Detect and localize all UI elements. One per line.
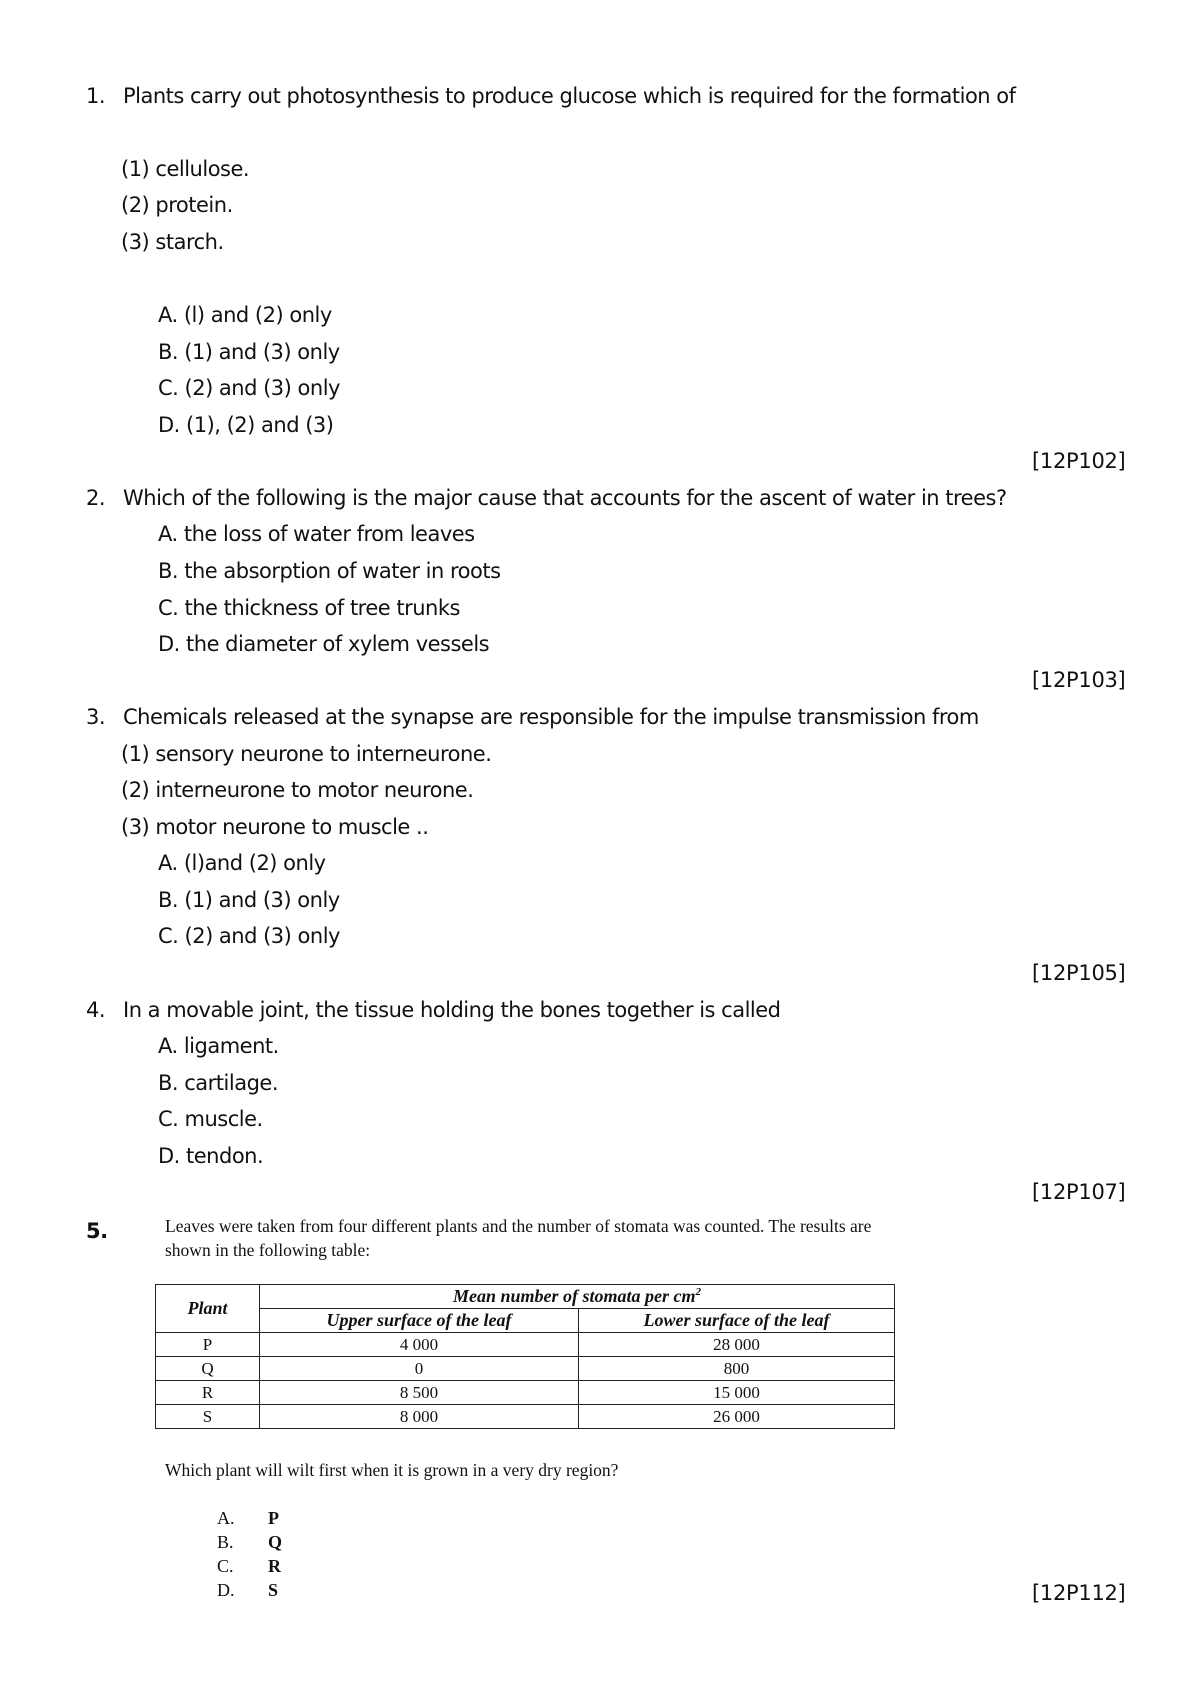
q3-option-c: C. (2) and (3) only [158,924,340,948]
q3-statement-2: (2) interneurone to motor neurone. [121,778,474,802]
table-row [156,1381,895,1405]
q2-number: 2. [86,486,106,510]
q2-option-a: A. the loss of water from leaves [158,522,475,546]
table-header-group [260,1285,895,1309]
q4-option-d: D. tendon. [158,1144,264,1168]
q2-code: [12P103] [1032,668,1126,692]
cell-lower: 15 000 [579,1381,895,1405]
cell-upper: 8 000 [260,1405,579,1429]
table-row [156,1405,895,1429]
q5-option-a-value: P [268,1508,279,1528]
q4-code: [12P107] [1032,1180,1126,1204]
q1-number: 1. [86,84,106,108]
q1-statement-2: (2) protein. [121,193,233,217]
table-row [156,1333,895,1357]
q1-code: [12P102] [1032,449,1126,473]
stomata-table [155,1284,895,1429]
q3-code: [12P105] [1032,961,1126,985]
table-row [156,1357,895,1381]
q5-option-d-letter: D. [217,1580,235,1600]
q4-option-b: B. cartilage. [158,1071,279,1095]
q1-option-d: D. (1), (2) and (3) [158,413,334,437]
q1-option-c: C. (2) and (3) only [158,376,340,400]
table-header-upper: Upper surface of the leaf [260,1309,579,1333]
q5-stem-line-2: shown in the following table: [165,1240,371,1260]
q5-option-c-value: R [268,1556,281,1576]
table-header-plant: Plant [156,1285,260,1333]
cell-lower: 26 000 [579,1405,895,1429]
q5-stem-line-1: Leaves were taken from four different plants and the number of stomata was counted. The results are [165,1216,872,1236]
cell-lower: 800 [579,1357,895,1381]
q3-option-a: A. (l)and (2) only [158,851,326,875]
q2-option-d: D. the diameter of xylem vessels [158,632,490,656]
q2-option-c: C. the thickness of tree trunks [158,596,460,620]
q3-number: 3. [86,705,106,729]
table-header-lower: Lower surface of the leaf [579,1309,895,1333]
cell-plant: S [156,1405,260,1429]
q5-question: Which plant will wilt first when it is grown in a very dry region? [165,1460,619,1480]
q5-code: [12P112] [1032,1581,1126,1605]
q5-number: 5. [86,1219,108,1243]
q4-option-a: A. ligament. [158,1034,279,1058]
q5-option-b-letter: B. [217,1532,234,1552]
q4-number: 4. [86,998,106,1022]
q2-stem: Which of the following is the major cause that accounts for the ascent of water in trees? [123,486,1007,510]
cell-upper: 4 000 [260,1333,579,1357]
q1-statement-3: (3) starch. [121,230,224,254]
q3-stem: Chemicals released at the synapse are responsible for the impulse transmission from [123,705,979,729]
q4-stem: In a movable joint, the tissue holding the bones together is called [123,998,781,1022]
cell-plant: R [156,1381,260,1405]
cell-plant: Q [156,1357,260,1381]
cell-plant: P [156,1333,260,1357]
q2-option-b: B. the absorption of water in roots [158,559,501,583]
cell-lower: 28 000 [579,1333,895,1357]
q5-option-d-value: S [268,1580,279,1600]
q1-statement-1: (1) cellulose. [121,157,250,181]
q1-stem: Plants carry out photosynthesis to produce glucose which is required for the formation of [123,84,1016,108]
cell-upper: 0 [260,1357,579,1381]
q1-option-a: A. (l) and (2) only [158,303,332,327]
q3-statement-1: (1) sensory neurone to interneurone. [121,742,492,766]
q1-option-b: B. (1) and (3) only [158,340,340,364]
q3-statement-3: (3) motor neurone to muscle .. [121,815,429,839]
q5-option-c-letter: C. [217,1556,234,1576]
q4-option-c: C. muscle. [158,1107,263,1131]
table-header-group-sup: 2 [695,1286,701,1298]
table-header-group-text: Mean number of stomata per cm [452,1286,696,1306]
cell-upper: 8 500 [260,1381,579,1405]
q5-option-a-letter: A. [217,1508,235,1528]
q3-option-b: B. (1) and (3) only [158,888,340,912]
q5-option-b-value: Q [268,1532,283,1552]
